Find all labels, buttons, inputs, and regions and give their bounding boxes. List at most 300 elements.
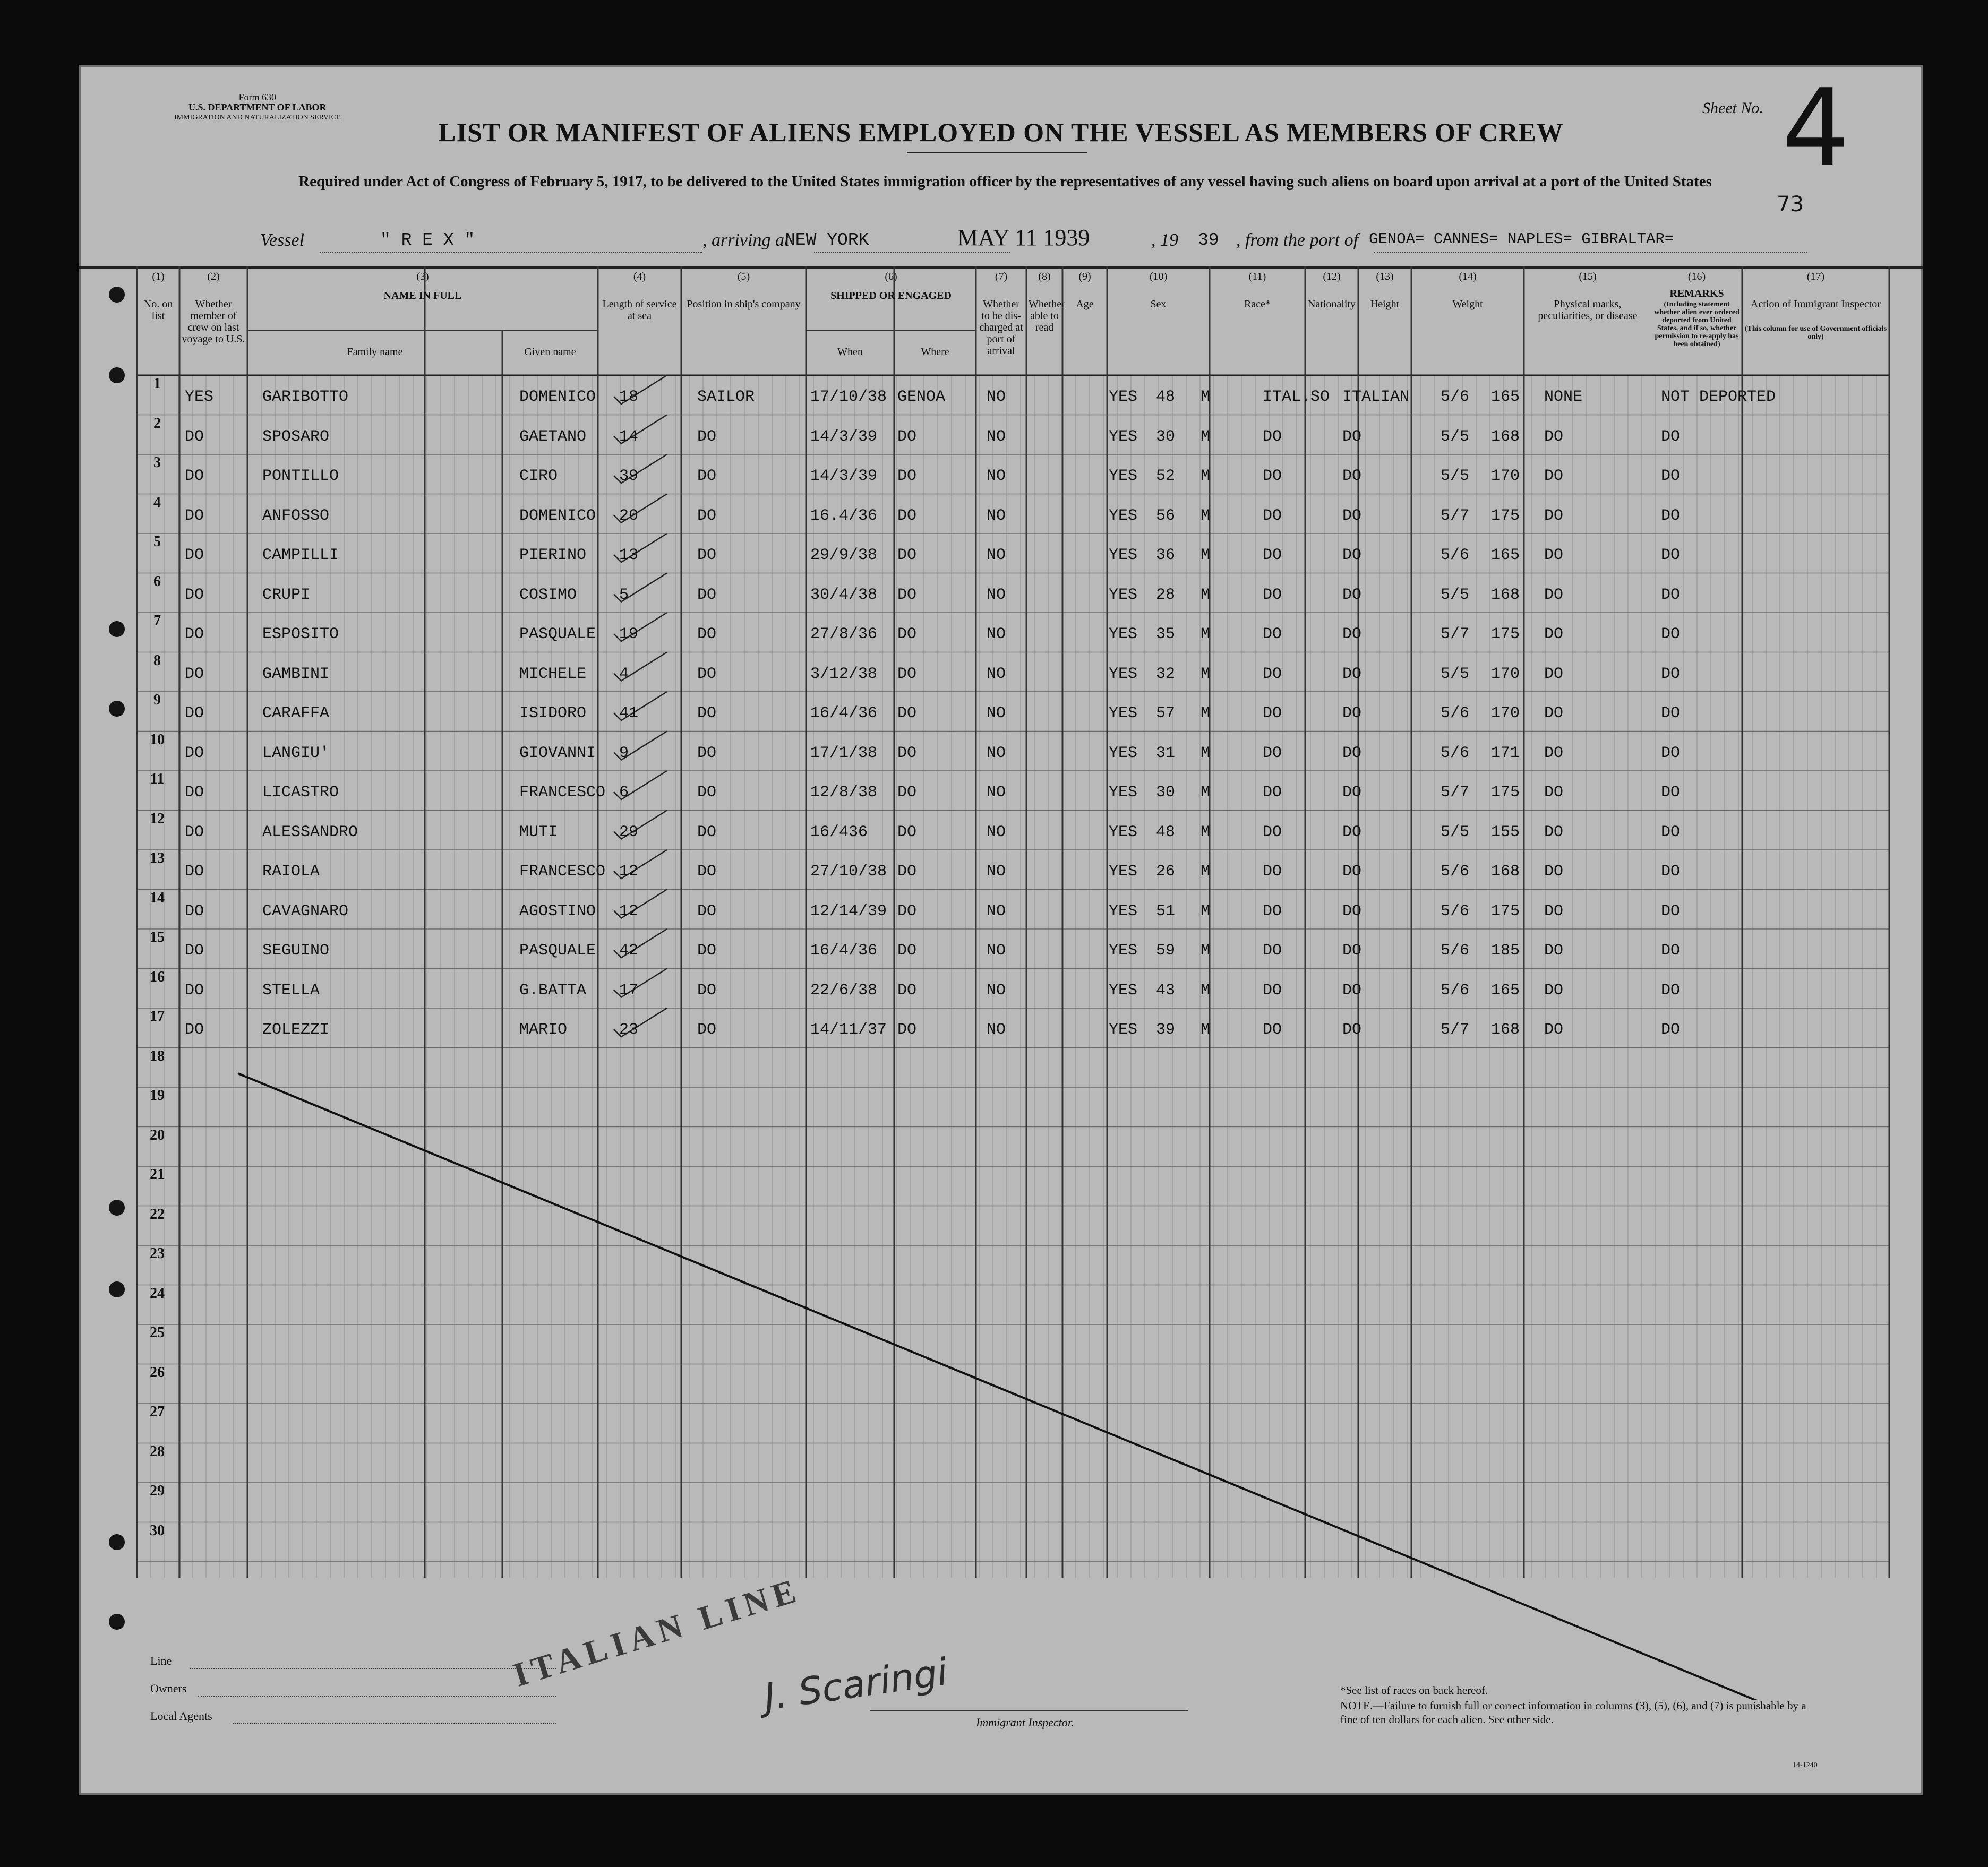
cell-prev: DO [185, 506, 204, 525]
cell-weight: 170 [1491, 704, 1520, 722]
cell-read: YES [1109, 704, 1138, 722]
diagonal-cancel-line [238, 1073, 1778, 1700]
cell-position: DO [697, 704, 717, 722]
penalty-note: NOTE.—Failure to furnish full or correct information in columns (3), (5), (6), and (7) is punishable by a fine of ten dollars for each alien. See other side. [1340, 1699, 1806, 1726]
cell-where: DO [897, 863, 917, 881]
row-number: 9 [153, 692, 161, 708]
cell-marks: DO [1544, 1021, 1564, 1039]
cell-position: DO [697, 902, 717, 920]
agents-underline [233, 1723, 556, 1724]
cell-service: 5 [619, 586, 629, 604]
cell-prev: YES [185, 388, 214, 406]
cell-disch: NO [987, 467, 1006, 485]
cell-race: DO [1263, 744, 1282, 762]
column-header: Position in ship's company [687, 298, 801, 310]
cell-remarks: DO [1661, 902, 1681, 920]
row-number: 8 [153, 652, 161, 669]
cell-disch: NO [987, 823, 1006, 841]
sheet-label: Sheet No. [1702, 99, 1763, 117]
row-number: 30 [150, 1522, 165, 1539]
sheet-number: 4 [1782, 66, 1850, 190]
cell-sex: M [1201, 546, 1211, 564]
cell-disch: NO [987, 625, 1006, 643]
cell-given: MUTI [519, 823, 558, 841]
cell-prev: DO [185, 823, 204, 841]
cell-age: 36 [1156, 546, 1176, 564]
column-header: NAME IN FULL [383, 290, 462, 302]
cell-remarks: DO [1661, 863, 1681, 881]
cell-height: 5/7 [1441, 625, 1470, 643]
cell-when: 16.4/36 [810, 506, 878, 525]
cell-race: DO [1263, 784, 1282, 802]
service-name: IMMIGRATION AND NATURALIZATION SERVICE [174, 114, 341, 122]
cell-race: DO [1263, 467, 1282, 485]
signature-line [870, 1710, 1188, 1711]
cell-sex: M [1201, 1021, 1211, 1039]
cell-weight: 170 [1491, 665, 1520, 683]
row-number: 22 [150, 1206, 165, 1223]
cell-nat: DO [1342, 942, 1362, 960]
cell-where: DO [897, 506, 917, 525]
row-number: 6 [153, 573, 161, 590]
row-number: 18 [150, 1047, 165, 1064]
cell-height: 5/5 [1441, 427, 1470, 446]
cell-disch: NO [987, 506, 1006, 525]
cell-service: 9 [619, 744, 629, 762]
cell-when: 29/9/38 [810, 546, 878, 564]
cell-remarks: DO [1661, 744, 1681, 762]
cell-read: YES [1109, 863, 1138, 881]
cell-service: 12 [619, 902, 639, 920]
cell-where: DO [897, 427, 917, 446]
cell-remarks: DO [1661, 704, 1681, 722]
cell-weight: 170 [1491, 467, 1520, 485]
cell-when: 14/3/39 [810, 427, 878, 446]
cell-position: DO [697, 427, 717, 446]
cell-age: 51 [1156, 902, 1176, 920]
cell-nat: DO [1342, 546, 1362, 564]
cell-race: DO [1263, 981, 1282, 1000]
cell-service: 19 [619, 625, 639, 643]
cell-sex: M [1201, 467, 1211, 485]
cell-age: 30 [1156, 427, 1176, 446]
cell-disch: NO [987, 744, 1006, 762]
binder-hole [109, 621, 125, 637]
binder-hole [109, 1614, 125, 1630]
cell-age: 31 [1156, 744, 1176, 762]
cell-position: DO [697, 506, 717, 525]
cell-where: DO [897, 902, 917, 920]
cell-height: 5/6 [1441, 981, 1470, 1000]
cell-nat: DO [1342, 981, 1362, 1000]
cell-age: 26 [1156, 863, 1176, 881]
cell-age: 39 [1156, 1021, 1176, 1039]
cell-nat: DO [1342, 1021, 1362, 1039]
cell-prev: DO [185, 546, 204, 564]
cell-race: DO [1263, 546, 1282, 564]
cell-position: DO [697, 744, 717, 762]
row-number: 10 [150, 731, 165, 748]
cell-where: DO [897, 625, 917, 643]
cell-prev: DO [185, 981, 204, 1000]
column-number: (16) [1687, 271, 1706, 282]
binder-hole [109, 1281, 125, 1297]
year-value: 39 [1198, 230, 1219, 250]
cell-family: LANGIU' [262, 744, 330, 762]
cell-weight: 175 [1491, 784, 1520, 802]
cell-remarks: DO [1661, 1021, 1681, 1039]
column-header: SHIPPED OR ENGAGED [830, 290, 952, 302]
cancel-strike-line [79, 266, 1923, 1700]
cell-weight: 175 [1491, 506, 1520, 525]
cell-where: DO [897, 823, 917, 841]
cell-height: 5/6 [1441, 942, 1470, 960]
row-number: 3 [153, 454, 161, 471]
cell-position: DO [697, 586, 717, 604]
cell-race: DO [1263, 1021, 1282, 1039]
cell-where: DO [897, 546, 917, 564]
cell-age: 48 [1156, 823, 1176, 841]
cell-remarks: DO [1661, 546, 1681, 564]
cell-weight: 175 [1491, 902, 1520, 920]
cell-family: ANFOSSO [262, 506, 330, 525]
row-number: 27 [150, 1404, 165, 1420]
cell-when: 12/14/39 [810, 902, 887, 920]
cell-height: 5/6 [1441, 704, 1470, 722]
cell-where: DO [897, 784, 917, 802]
cell-position: DO [697, 823, 717, 841]
cell-service: 23 [619, 1021, 639, 1039]
cell-when: 16/436 [810, 823, 868, 841]
cell-remarks: DO [1661, 665, 1681, 683]
cell-nat: DO [1342, 744, 1362, 762]
column-header: Length of service at sea [602, 298, 677, 322]
cell-marks: DO [1544, 784, 1564, 802]
row-number: 21 [150, 1166, 165, 1183]
cell-read: YES [1109, 784, 1138, 802]
cell-age: 30 [1156, 784, 1176, 802]
cell-prev: DO [185, 665, 204, 683]
cell-sex: M [1201, 388, 1211, 406]
column-number: (17) [1806, 271, 1825, 282]
cell-sex: M [1201, 506, 1211, 525]
cell-marks: DO [1544, 981, 1564, 1000]
cell-sex: M [1201, 665, 1211, 683]
cell-prev: DO [185, 744, 204, 762]
cell-remarks: NOT DEPORTED [1661, 388, 1776, 406]
cell-age: 59 [1156, 942, 1176, 960]
from-label: , from the port of [1236, 230, 1359, 250]
cell-when: 12/8/38 [810, 784, 878, 802]
cell-height: 5/5 [1441, 665, 1470, 683]
column-subheader: When [837, 346, 863, 358]
cell-where: DO [897, 942, 917, 960]
column-header: Weight [1452, 298, 1483, 310]
column-number: (1) [152, 271, 165, 282]
cell-prev: DO [185, 704, 204, 722]
cell-read: YES [1109, 388, 1138, 406]
manifest-sheet [79, 65, 1923, 1795]
cell-given: AGOSTINO [519, 902, 596, 920]
cell-when: 17/1/38 [810, 744, 878, 762]
cell-weight: 165 [1491, 981, 1520, 1000]
cell-position: SAILOR [697, 388, 755, 406]
cell-disch: NO [987, 863, 1006, 881]
cell-nat: DO [1342, 823, 1362, 841]
cell-position: DO [697, 546, 717, 564]
cell-when: 16/4/36 [810, 942, 878, 960]
cell-service: 4 [619, 665, 629, 683]
cell-weight: 155 [1491, 823, 1520, 841]
cell-age: 28 [1156, 586, 1176, 604]
row-number: 12 [150, 810, 165, 827]
cell-height: 5/7 [1441, 1021, 1470, 1039]
cell-when: 27/10/38 [810, 863, 887, 881]
column-header: Whether member of crew on last voyage to U.S. [182, 298, 245, 345]
cell-sex: M [1201, 744, 1211, 762]
cell-given: MICHELE [519, 665, 587, 683]
cell-position: DO [697, 863, 717, 881]
cell-position: DO [697, 625, 717, 643]
races-note: *See list of races on back hereof. [1340, 1684, 1488, 1697]
column-header: No. on list [143, 298, 173, 322]
cell-when: 16/4/36 [810, 704, 878, 722]
cell-read: YES [1109, 942, 1138, 960]
cell-remarks: DO [1661, 506, 1681, 525]
cell-when: 14/11/37 [810, 1021, 887, 1039]
column-number: (15) [1579, 271, 1597, 282]
cell-prev: DO [185, 467, 204, 485]
cell-position: DO [697, 784, 717, 802]
cell-family: PONTILLO [262, 467, 339, 485]
cell-given: DOMENICO [519, 388, 596, 406]
cell-race: DO [1263, 902, 1282, 920]
cell-remarks: DO [1661, 942, 1681, 960]
cell-family: STELLA [262, 981, 320, 1000]
cell-given: G.BATTA [519, 981, 587, 1000]
cell-family: CAVAGNARO [262, 902, 349, 920]
cell-marks: DO [1544, 427, 1564, 446]
cell-age: 52 [1156, 467, 1176, 485]
cell-prev: DO [185, 863, 204, 881]
column-header: Race* [1244, 298, 1271, 310]
department-name: U.S. DEPARTMENT OF LABOR [188, 102, 327, 113]
vessel-underline [320, 252, 702, 253]
cell-when: 17/10/38 [810, 388, 887, 406]
cell-when: 27/8/36 [810, 625, 878, 643]
cell-nat: DO [1342, 665, 1362, 683]
cell-nat: DO [1342, 784, 1362, 802]
column-header: Height [1370, 298, 1400, 310]
cell-position: DO [697, 942, 717, 960]
cell-weight: 168 [1491, 427, 1520, 446]
cell-remarks: DO [1661, 784, 1681, 802]
row-number: 19 [150, 1087, 165, 1104]
cell-where: DO [897, 586, 917, 604]
cell-weight: 165 [1491, 546, 1520, 564]
cell-race: DO [1263, 665, 1282, 683]
cell-given: FRANCESCO [519, 863, 606, 881]
column-header: Action of Immigrant Inspector [1751, 298, 1881, 310]
cell-height: 5/7 [1441, 784, 1470, 802]
column-number: (4) [633, 271, 646, 282]
cell-height: 5/6 [1441, 744, 1470, 762]
cell-height: 5/5 [1441, 823, 1470, 841]
cell-prev: DO [185, 427, 204, 446]
column-header-note: (Including statement whether alien ever ordered deported from United States, and if so, whether permission to re-apply has been obtained) [1654, 300, 1740, 348]
cell-family: SPOSARO [262, 427, 330, 446]
cell-family: SEGUINO [262, 942, 330, 960]
line-label: Line [150, 1654, 172, 1667]
cell-nat: DO [1342, 586, 1362, 604]
cell-nat: DO [1342, 427, 1362, 446]
row-number: 28 [150, 1443, 165, 1460]
cell-sex: M [1201, 823, 1211, 841]
cell-service: 6 [619, 784, 629, 802]
cell-where: DO [897, 981, 917, 1000]
arriving-label: , arriving at [702, 230, 790, 250]
cell-service: 13 [619, 546, 639, 564]
cell-marks: DO [1544, 902, 1564, 920]
line-underline [190, 1668, 556, 1669]
cell-given: COSIMO [519, 586, 577, 604]
cell-family: CRUPI [262, 586, 311, 604]
cell-height: 5/6 [1441, 863, 1470, 881]
cell-weight: 165 [1491, 388, 1520, 406]
cell-disch: NO [987, 388, 1006, 406]
row-number: 25 [150, 1324, 165, 1341]
cell-read: YES [1109, 506, 1138, 525]
cell-family: CAMPILLI [262, 546, 339, 564]
form-number: Form 630 [238, 92, 276, 102]
cell-service: 29 [619, 823, 639, 841]
row-number: 13 [150, 850, 165, 866]
cell-family: GAMBINI [262, 665, 330, 683]
cell-nat: DO [1342, 704, 1362, 722]
cell-read: YES [1109, 823, 1138, 841]
cell-marks: DO [1544, 546, 1564, 564]
cell-prev: DO [185, 902, 204, 920]
cell-prev: DO [185, 625, 204, 643]
year-label: , 19 [1151, 230, 1178, 250]
cell-race: DO [1263, 625, 1282, 643]
cell-sex: M [1201, 942, 1211, 960]
cell-age: 35 [1156, 625, 1176, 643]
cell-given: GIOVANNI [519, 744, 596, 762]
cell-age: 32 [1156, 665, 1176, 683]
cell-read: YES [1109, 744, 1138, 762]
cell-disch: NO [987, 546, 1006, 564]
column-header: Sex [1150, 298, 1167, 310]
column-subheader: Where [921, 346, 949, 358]
cell-marks: DO [1544, 704, 1564, 722]
vessel-label: Vessel [260, 230, 305, 250]
cell-age: 56 [1156, 506, 1176, 525]
cell-age: 57 [1156, 704, 1176, 722]
cell-sex: M [1201, 427, 1211, 446]
cell-family: CARAFFA [262, 704, 330, 722]
cell-sex: M [1201, 784, 1211, 802]
cell-marks: DO [1544, 942, 1564, 960]
cell-marks: DO [1544, 586, 1564, 604]
cell-given: GAETANO [519, 427, 587, 446]
cell-age: 48 [1156, 388, 1176, 406]
column-number: (5) [737, 271, 750, 282]
cell-race: DO [1263, 942, 1282, 960]
cell-read: YES [1109, 665, 1138, 683]
cell-where: DO [897, 665, 917, 683]
cell-where: DO [897, 467, 917, 485]
row-number: 24 [150, 1285, 165, 1302]
date-stamp: MAY 11 1939 [957, 225, 1090, 251]
column-number: (2) [207, 271, 220, 282]
cell-when: 30/4/38 [810, 586, 878, 604]
cell-nat: DO [1342, 863, 1362, 881]
cell-service: 18 [619, 388, 639, 406]
cell-given: ISIDORO [519, 704, 587, 722]
cell-given: MARIO [519, 1021, 568, 1039]
row-number: 2 [153, 415, 161, 432]
cell-remarks: DO [1661, 586, 1681, 604]
cell-sex: M [1201, 625, 1211, 643]
column-number: (13) [1376, 271, 1394, 282]
cell-disch: NO [987, 586, 1006, 604]
column-subheader: Given name [524, 346, 576, 358]
title-rule [907, 152, 1087, 153]
cell-position: DO [697, 467, 717, 485]
cell-weight: 175 [1491, 625, 1520, 643]
cell-nat: DO [1342, 467, 1362, 485]
footer-code: 14-1240 [1793, 1761, 1818, 1769]
cell-height: 5/6 [1441, 388, 1470, 406]
cell-given: PIERINO [519, 546, 587, 564]
cell-where: DO [897, 704, 917, 722]
cell-race: DO [1263, 863, 1282, 881]
cell-weight: 168 [1491, 1021, 1520, 1039]
cell-sex: M [1201, 981, 1211, 1000]
from-underline [1374, 252, 1807, 253]
cell-disch: NO [987, 942, 1006, 960]
column-header: REMARKS [1669, 288, 1724, 299]
cell-race: DO [1263, 586, 1282, 604]
binder-hole [109, 701, 125, 717]
cell-service: 17 [619, 981, 639, 1000]
cell-height: 5/7 [1441, 506, 1470, 525]
cell-weight: 185 [1491, 942, 1520, 960]
row-number: 23 [150, 1245, 165, 1262]
cell-remarks: DO [1661, 625, 1681, 643]
column-number: (14) [1459, 271, 1477, 282]
cell-read: YES [1109, 902, 1138, 920]
cell-race: DO [1263, 823, 1282, 841]
page-title: LIST OR MANIFEST OF ALIENS EMPLOYED ON THE VESSEL AS MEMBERS OF CREW [438, 117, 1564, 147]
row-number: 11 [150, 771, 165, 787]
cell-disch: NO [987, 427, 1006, 446]
column-number: (7) [995, 271, 1008, 282]
cell-race: DO [1263, 704, 1282, 722]
cell-age: 43 [1156, 981, 1176, 1000]
inspector-signature: J. Scaringi [761, 1650, 950, 1719]
cell-where: DO [897, 1021, 917, 1039]
column-number: (11) [1248, 271, 1266, 282]
cell-nat: DO [1342, 902, 1362, 920]
cell-when: 22/6/38 [810, 981, 878, 1000]
column-header: Physical marks, peculiarities, or disease [1538, 298, 1638, 322]
binder-hole [109, 1534, 125, 1550]
cell-read: YES [1109, 427, 1138, 446]
cell-weight: 168 [1491, 863, 1520, 881]
cell-service: 12 [619, 863, 639, 881]
